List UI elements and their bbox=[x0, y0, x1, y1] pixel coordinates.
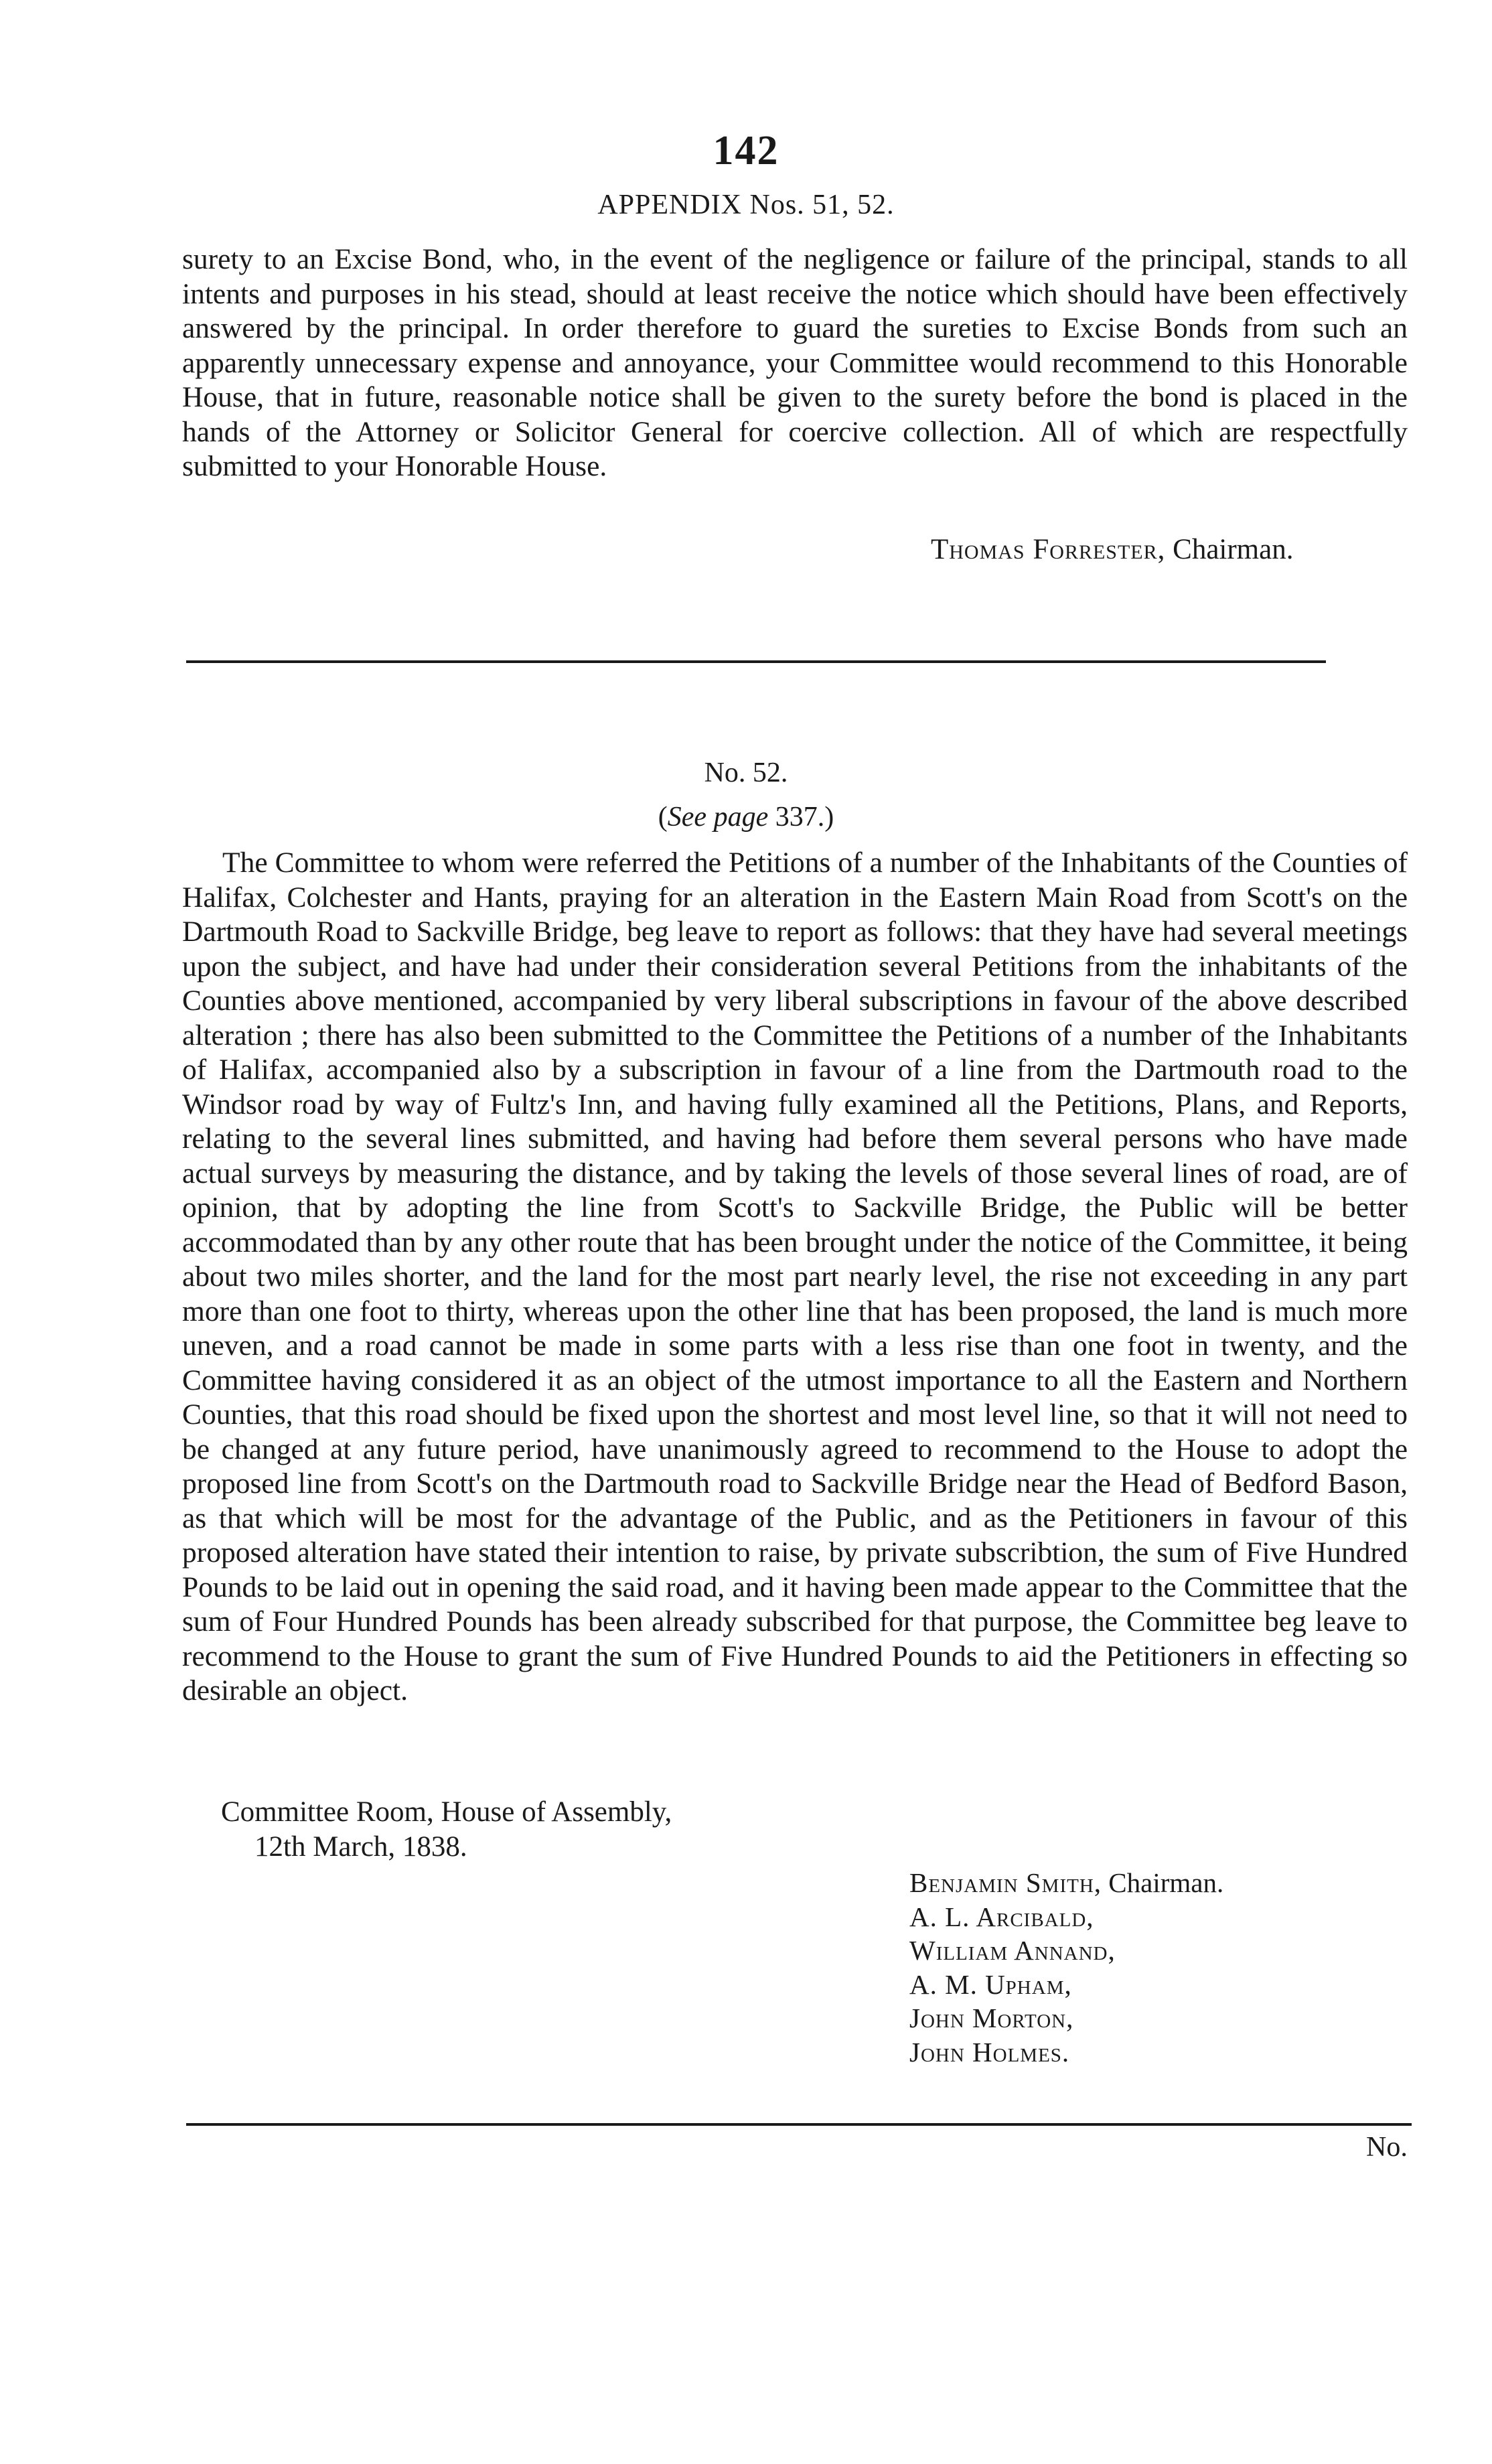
signatory-name: John Holmes. bbox=[909, 2036, 1070, 2068]
page-number: 142 bbox=[713, 128, 779, 173]
signatory bbox=[909, 2035, 1223, 2070]
signatory bbox=[909, 1968, 1223, 2002]
signatory-name: A. M. Upham, bbox=[909, 1968, 1072, 2000]
signatory bbox=[909, 1866, 1223, 1900]
signatory-name: Benjamin Smith, bbox=[909, 1867, 1102, 1898]
dateline bbox=[221, 1795, 672, 1864]
signatory-name: John Morton, bbox=[909, 2003, 1074, 2033]
section-51-signature bbox=[931, 533, 1293, 566]
cross-ref-page: 337.) bbox=[775, 802, 834, 832]
signatory-name: A. L. Arcibald, bbox=[909, 1901, 1094, 1932]
signatory-name: William Annand, bbox=[909, 1935, 1116, 1966]
section-52-body bbox=[182, 846, 1408, 1709]
signature-name: Thomas Forrester, bbox=[931, 534, 1166, 565]
signature-title: Chairman. bbox=[1173, 534, 1294, 565]
signatories-list bbox=[909, 1866, 1223, 2069]
signatory bbox=[909, 1934, 1223, 1968]
running-head: APPENDIX Nos. 51, 52. bbox=[597, 190, 895, 220]
footer-rule bbox=[186, 2123, 1412, 2126]
signatory-title: Chairman. bbox=[1108, 1867, 1224, 1898]
section-51-paragraph: surety to an Excise Bond, who, in the event of the negligence or failure of the principal, stands to all intents and purposes in his stead, should at least receive the notice which should have been effectively answered by the principal. In order therefore to guard the sureties to Excise Bonds from such an apparently unnecessary expense and annoyance, your Committee would recommend to this Honorable House, that in future, reasonable notice shall be given to the surety before the bond is placed in the hands of the Attorney or Solicitor General for coercive collection. All of which are respectfully submitted to your Honorable House. bbox=[182, 243, 1408, 482]
section-number: No. 52. bbox=[704, 757, 788, 788]
section-divider bbox=[186, 660, 1326, 663]
signatory bbox=[909, 1900, 1223, 1934]
catchword: No. bbox=[1366, 2132, 1408, 2163]
signatory bbox=[909, 2001, 1223, 2035]
cross-reference bbox=[0, 801, 1492, 833]
dateline-date: 12th March, 1838. bbox=[254, 1830, 467, 1863]
cross-ref-open: ( bbox=[658, 802, 668, 832]
section-52-paragraph: The Committee to whom were referred the Petitions of a number of the Inhabitants of the Counties of Halifax, Colchester and Hants, praying for an alteration in the Eastern Main Road from Scott's on the Dartmouth Road to Sackville Bridge, beg leave to report as follows: that they have had several meetings upon the subject, and have had under their consideration several Petitions from the inhabitants of the Counties above mentioned, accompanied by very liberal subscriptions in favour of the above described alteration ; there has also been submitted to the Committee the Petitions of a number of the Inhabitants of Halifax, accompanied also by a subscription in favour of a line from the Dartmouth road to the Windsor road by way of Fultz's Inn, and having fully examined all the Petitions, Plans, and Reports, relating to the several lines submitted, and having had before them several persons who have made actual surveys by measuring the distance, and by taking the levels of those several lines of road, are of opinion, that by adopting the line from Scott's to Sackville Bridge, the Public will be better accommodated than by any other route that has been brought under the notice of the Committee, it being about two miles shorter, and the land for the most part nearly level, the rise not exceeding in any part more than one foot to thirty, whereas upon the other line that has been proposed, the land is much more uneven, and a road cannot be made in some parts with a less rise than one foot in twenty, and the Committee having considered it as an object of the utmost importance to all the Eastern and Northern Counties, that this road should be fixed upon the shortest and most level line, so that it will not need to be changed at any future period, have unanimously agreed to recommend to the House to adopt the proposed line from Scott's on the Dartmouth road to Sackville Bridge near the Head of Bedford Bason, as that which will be most for the advantage of the Public, and as the Petitioners in favour of this proposed alteration have stated their intention to raise, by private subscribtion, the sum of Five Hundred Pounds to be laid out in opening the said road, and it having been made appear to the Committee that the sum of Four Hundred Pounds has been already subscribed for that purpose, the Committee beg leave to recommend to the House to grant the sum of Five Hundred Pounds to aid the Petitioners in effecting so desirable an object. bbox=[182, 847, 1408, 1707]
dateline-place: Committee Room, House of Assembly, bbox=[221, 1796, 672, 1828]
cross-ref-label: See page bbox=[667, 802, 769, 832]
section-51-body bbox=[182, 242, 1408, 484]
